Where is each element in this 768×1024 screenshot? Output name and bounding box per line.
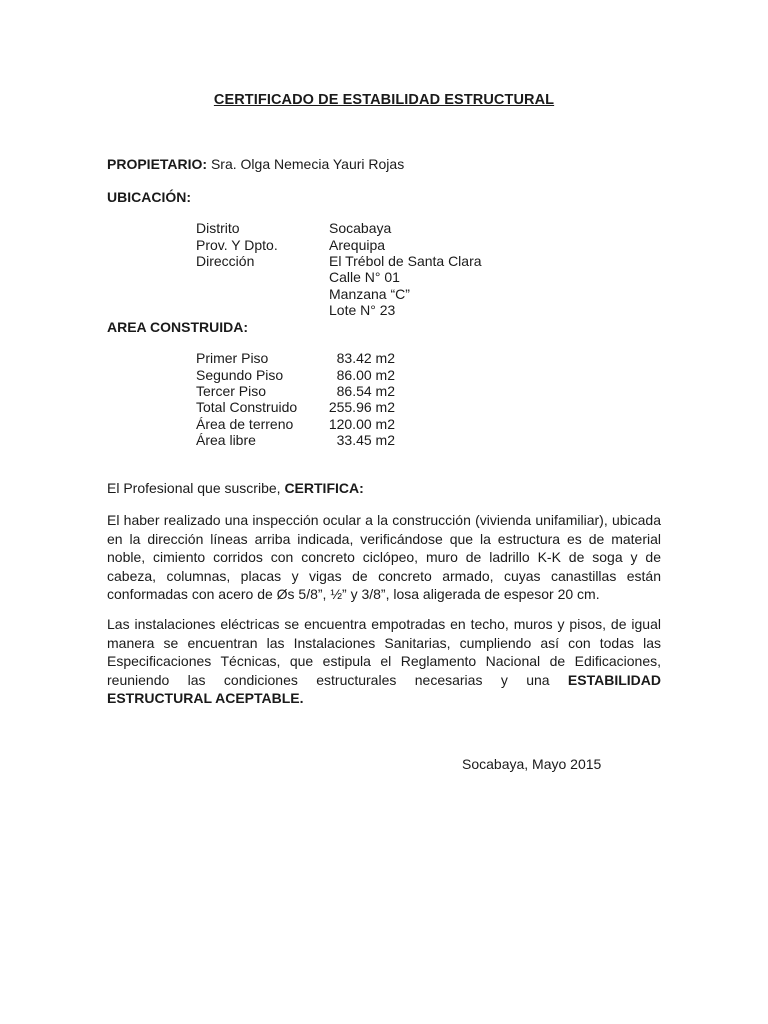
certifica-label: CERTIFICA: <box>284 480 364 496</box>
area-label-tercer-piso: Tercer Piso <box>196 383 267 399</box>
document-title: CERTIFICADO DE ESTABILIDAD ESTRUCTURAL <box>213 92 555 108</box>
ubicacion-value-calle: Calle N° 01 <box>329 269 400 285</box>
certifica-intro: El Profesional que suscribe, <box>107 480 285 496</box>
area-label-total-construido: Total Construido <box>196 399 298 415</box>
area-value-total-construido: 255.96 m2 <box>328 399 395 415</box>
area-label-terreno: Área de terreno <box>196 416 294 432</box>
area-value-terreno: 120.00 m2 <box>328 416 395 432</box>
paragraph-installations-text: Las instalaciones eléctricas se encuentra empotradas en techo, muros y pisos, de igual manera se encuentran las Instalaciones Sanitarias, cumpliendo así con todas las Especificaciones Técnicas, que estipula el Reglamento Nacional de Edificaciones, reuniendo las condiciones estructurales necesarias y una <box>107 616 661 688</box>
certifica-line <box>107 480 364 496</box>
area-value-primer-piso: 83.42 m2 <box>336 350 395 366</box>
ubicacion-value-direccion: El Trébol de Santa Clara <box>329 253 482 269</box>
ubicacion-label-direccion: Dirección <box>196 253 255 269</box>
area-label-libre: Área libre <box>196 432 256 448</box>
ubicacion-value-manzana: Manzana “C” <box>329 286 410 302</box>
propietario-line <box>107 156 404 172</box>
area-value-segundo-piso: 86.00 m2 <box>336 367 395 383</box>
ubicacion-label-distrito: Distrito <box>196 220 240 236</box>
propietario-value: Sra. Olga Nemecia Yauri Rojas <box>210 156 405 172</box>
place-and-date: Socabaya, Mayo 2015 <box>462 756 602 772</box>
area-label-primer-piso: Primer Piso <box>196 350 269 366</box>
ubicacion-value-provincia: Arequipa <box>329 237 386 253</box>
paragraph-installations <box>107 615 661 708</box>
ubicacion-heading: UBICACIÓN: <box>107 189 191 205</box>
ubicacion-value-lote: Lote N° 23 <box>329 302 396 318</box>
paragraph-installations-conclusion: ESTABILIDAD ESTRUCTURAL ACEPTABLE. <box>107 671 661 706</box>
area-value-libre: 33.45 m2 <box>336 432 395 448</box>
propietario-label: PROPIETARIO: <box>107 156 208 172</box>
area-construida-heading: AREA CONSTRUIDA: <box>107 319 249 335</box>
ubicacion-value-distrito: Socabaya <box>329 220 392 236</box>
area-label-segundo-piso: Segundo Piso <box>196 367 284 383</box>
area-value-tercer-piso: 86.54 m2 <box>336 383 395 399</box>
paragraph-inspection: El haber realizado una inspección ocular a la construcción (vivienda unifamiliar), ubicada en la dirección líneas arriba indicada, verificándose que la estructura es de material noble, cimiento corridos con concreto ciclópeo, muro de ladrillo K-K de soga y de cabeza, columnas, placas y vigas de concreto armado, cuyas canastillas están conformadas con acero de Øs 5/8”, ½” y 3/8”, losa aligerada de espesor 20 cm. <box>107 512 661 602</box>
ubicacion-label-provincia: Prov. Y Dpto. <box>196 237 278 253</box>
